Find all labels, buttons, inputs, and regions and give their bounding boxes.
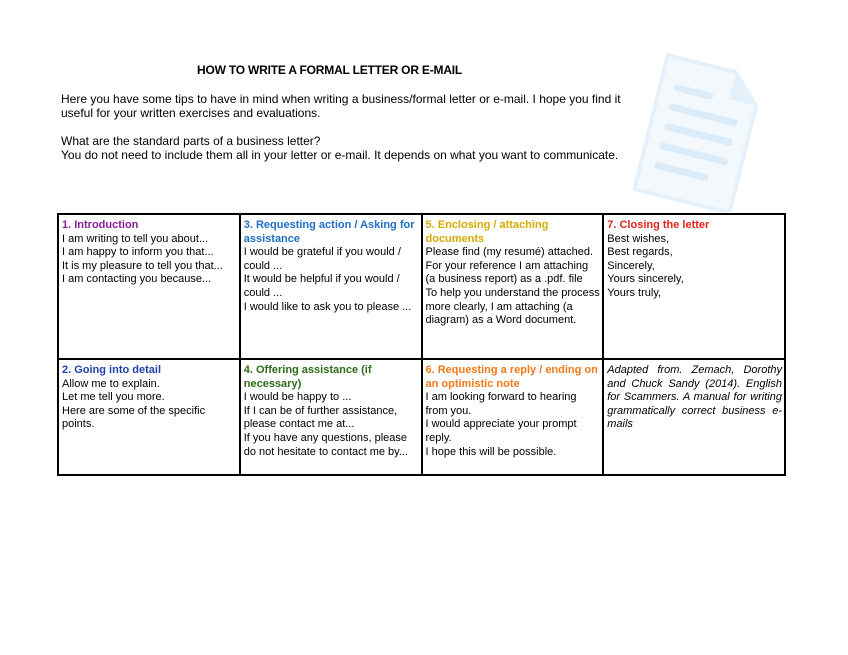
phrase: Here are some of the specific points. bbox=[62, 404, 206, 431]
document-icon bbox=[620, 52, 770, 212]
phrase: Please find (my resumé) attached. bbox=[425, 246, 594, 259]
heading-offering-assistance: 4. Offering assistance (if necessary) bbox=[243, 364, 372, 390]
cell-closing bbox=[603, 214, 785, 359]
phrase: I would be grateful if you would / could ... bbox=[243, 246, 401, 272]
phrase: It would be helpful if you would / could ... bbox=[243, 273, 400, 299]
phrase: I would be happy to ... bbox=[243, 391, 352, 404]
heading-going-into-detail: 2. Going into detail bbox=[62, 364, 161, 376]
phrase: Best regards, bbox=[607, 246, 673, 259]
phrase: I am looking forward to hearing from you. bbox=[425, 391, 577, 417]
phrase: Best wishes, bbox=[607, 232, 669, 245]
phrase: It is my pleasure to tell you that... bbox=[62, 259, 223, 272]
cell-source-credit bbox=[603, 359, 785, 475]
phrase: Sincerely, bbox=[607, 259, 655, 272]
intro-note: You do not need to include them all in your letter or e-mail. It depends on what you want to communicate. bbox=[61, 148, 619, 162]
heading-closing: 7. Closing the letter bbox=[607, 219, 710, 231]
phrase: I would appreciate your prompt reply. bbox=[425, 418, 577, 444]
heading-introduction: 1. Introduction bbox=[62, 219, 139, 231]
cell-enclosing bbox=[422, 214, 604, 359]
phrase: Allow me to explain. bbox=[62, 377, 160, 390]
phrase: I am contacting you because... bbox=[62, 273, 212, 286]
phrase: I am writing to tell you about... bbox=[62, 232, 209, 245]
phrase: Yours truly, bbox=[607, 286, 662, 299]
phrase: If you have any questions, please do not hesitate to contact me by... bbox=[243, 431, 409, 458]
phrase: If I can be of further assistance, please contact me at... bbox=[243, 404, 398, 431]
cell-offering-assistance bbox=[240, 359, 422, 475]
cell-requesting-reply bbox=[422, 359, 604, 475]
cell-going-into-detail bbox=[58, 359, 240, 475]
phrase: For your reference I am attaching (a business report) as a .pdf. file bbox=[425, 259, 589, 286]
cell-introduction bbox=[58, 214, 240, 359]
phrase: Let me tell you more. bbox=[62, 391, 165, 404]
phrase: I would like to ask you to please ... bbox=[243, 300, 412, 313]
intro-text bbox=[61, 92, 641, 162]
intro-paragraph: Here you have some tips to have in mind when writing a business/formal letter or e-mail. I hope you find it useful for your written exercises and evaluations. bbox=[61, 92, 621, 120]
letter-parts-table bbox=[57, 213, 786, 476]
page-title: HOW TO WRITE A FORMAL LETTER OR E-MAIL bbox=[197, 63, 463, 77]
phrase: I hope this will be possible. bbox=[425, 445, 557, 458]
intro-question: What are the standard parts of a business letter? bbox=[61, 134, 321, 148]
heading-enclosing: 5. Enclosing / attaching documents bbox=[425, 219, 549, 245]
heading-requesting-reply: 6. Requesting a reply / ending on an optimistic note bbox=[425, 364, 598, 390]
heading-requesting-action: 3. Requesting action / Asking for assistance bbox=[243, 219, 415, 245]
cell-requesting-action bbox=[240, 214, 422, 359]
phrase: Yours sincerely, bbox=[607, 273, 684, 286]
phrase: To help you understand the process more clearly, I am attaching (a diagram) as a Word document. bbox=[425, 286, 600, 327]
phrase: I am happy to inform you that... bbox=[62, 246, 214, 259]
source-credit: Adapted from. Zemach, Dorothy and Chuck Sandy (2014). English for Scammers. A manual for writing grammatically correct business e-mails bbox=[607, 364, 782, 431]
